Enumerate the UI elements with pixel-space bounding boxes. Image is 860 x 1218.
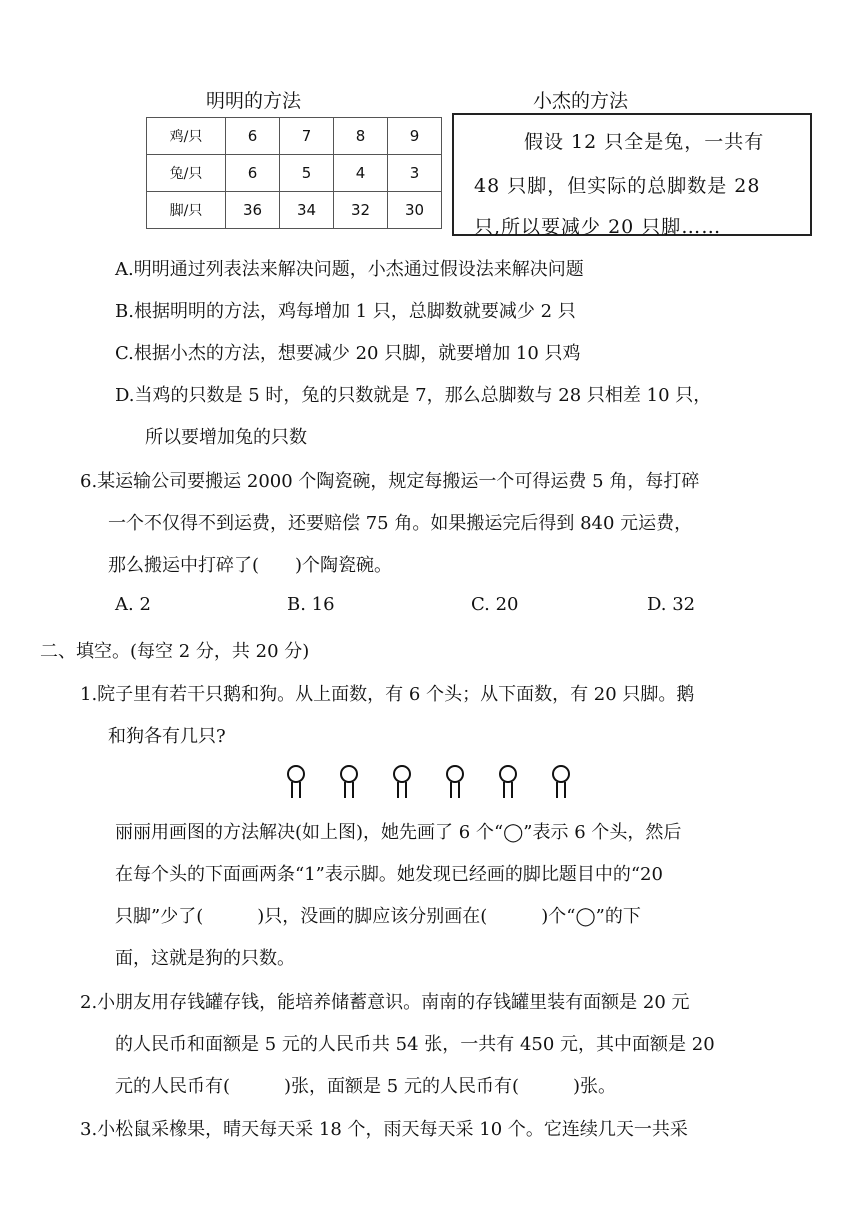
row-label: 鸡/只 (147, 118, 226, 155)
table-cell: 8 (334, 118, 388, 155)
table-cell: 6 (226, 118, 280, 155)
head-figure (553, 766, 569, 798)
table-cell: 4 (334, 155, 388, 192)
head-figure (288, 766, 304, 798)
f1-line: 和狗各有几只? (108, 726, 226, 747)
table-cell: 34 (280, 192, 334, 229)
row-label: 兔/只 (147, 155, 226, 192)
table-cell: 7 (280, 118, 334, 155)
q6-option-b: B. 16 (287, 594, 335, 615)
xiaojie-line: 48 只脚，但实际的总脚数是 28 (474, 175, 761, 197)
q6-option-c: C. 20 (471, 594, 519, 615)
head-figures (284, 764, 584, 804)
head-circle (341, 766, 357, 782)
table-cell: 6 (226, 155, 280, 192)
q6-line: 一个不仅得不到运费，还要赔偿 75 角。如果搬运完后得到 840 元运费， (108, 513, 693, 534)
xiaojie-line: 假设 12 只全是兔，一共有 (524, 131, 765, 153)
q5-option-a: A.明明通过列表法来解决问题，小杰通过假设法来解决问题 (115, 259, 584, 280)
f1-desc: 在每个头的下面画两条“1”表示脚。她发现已经画的脚比题目中的“20 (115, 864, 663, 885)
table-cell: 9 (388, 118, 442, 155)
table-cell: 3 (388, 155, 442, 192)
section-title: 二、填空。(每空 2 分，共 20 分) (40, 641, 310, 662)
f2-line: 的人民币和面额是 5 元的人民币共 54 张，一共有 450 元，其中面额是 20 (115, 1034, 715, 1055)
row-label: 脚/只 (147, 192, 226, 229)
q5-option-d: D.当鸡的只数是 5 时，兔的只数就是 7，那么总脚数与 28 只相差 10 只， (115, 385, 712, 406)
head-figure (394, 766, 410, 798)
table-row (147, 155, 442, 192)
xiaojie-caption: 小杰的方法 (533, 90, 629, 112)
f1-desc: 面，这就是狗的只数。 (115, 948, 295, 969)
f1-desc: 丽丽用画图的方法解决(如上图)，她先画了 6 个“◯”表示 6 个头，然后 (115, 822, 682, 843)
f1-line: 1.院子里有若干只鹅和狗。从上面数，有 6 个头；从下面数，有 20 只脚。鹅 (80, 684, 695, 705)
q5-option-d-cont: 所以要增加兔的只数 (145, 427, 307, 448)
mingming-table (146, 117, 442, 229)
f3-line: 3.小松鼠采橡果，晴天每天采 18 个，雨天每天采 10 个。它连续几天一共采 (80, 1119, 688, 1140)
q5-option-c: C.根据小杰的方法，想要减少 20 只脚，就要增加 10 只鸡 (115, 343, 581, 364)
table-row (147, 192, 442, 229)
head-circle (500, 766, 516, 782)
xiaojie-box (452, 113, 812, 236)
head-circle (394, 766, 410, 782)
head-figure (447, 766, 463, 798)
q5-option-b: B.根据明明的方法，鸡每增加 1 只，总脚数就要减少 2 只 (115, 301, 576, 322)
head-circle (553, 766, 569, 782)
xiaojie-line: 只,所以要减少 20 只脚…… (474, 216, 722, 238)
head-figure (500, 766, 516, 798)
mingming-caption: 明明的方法 (206, 90, 302, 112)
table-row (147, 118, 442, 155)
table-cell: 30 (388, 192, 442, 229)
table-cell: 5 (280, 155, 334, 192)
head-circle (447, 766, 463, 782)
q6-line: 6.某运输公司要搬运 2000 个陶瓷碗，规定每搬运一个可得运费 5 角，每打碎 (80, 471, 700, 492)
q6-option-d: D. 32 (647, 594, 696, 615)
f1-desc: 只脚”少了( )只，没画的脚应该分别画在( )个“◯”的下 (115, 906, 641, 927)
table-cell: 32 (334, 192, 388, 229)
head-circle (288, 766, 304, 782)
head-figure (341, 766, 357, 798)
f2-line: 2.小朋友用存钱罐存钱，能培养储蓄意识。南南的存钱罐里装有面额是 20 元 (80, 992, 690, 1013)
table-cell: 36 (226, 192, 280, 229)
q6-line: 那么搬运中打碎了( )个陶瓷碗。 (108, 555, 393, 576)
q6-option-a: A. 2 (115, 594, 151, 615)
f2-line: 元的人民币有( )张，面额是 5 元的人民币有( )张。 (115, 1076, 616, 1097)
